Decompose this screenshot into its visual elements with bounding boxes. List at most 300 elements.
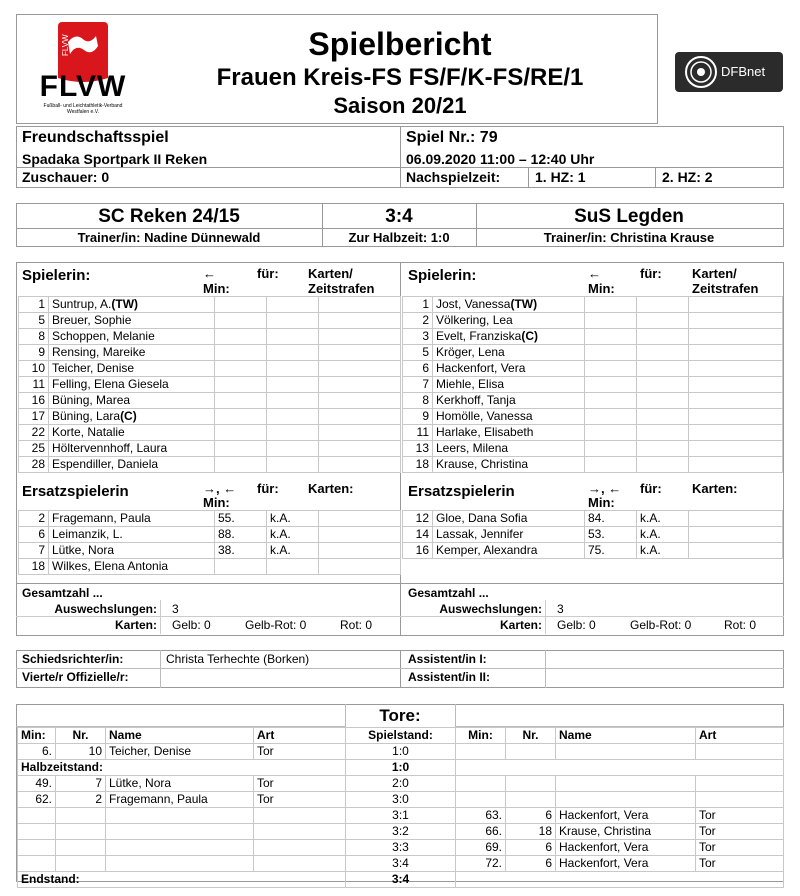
player-name: Schoppen, Melanie [52, 329, 155, 343]
substitute-name: Leimanzik, L. [49, 527, 215, 543]
away-goal-minute [456, 776, 506, 792]
goal-row [18, 840, 784, 856]
home-goal-type: Tor [254, 792, 346, 808]
player-sub-for [637, 345, 689, 361]
away-team-name: SuS Legden [574, 206, 684, 227]
player-cards [319, 361, 401, 377]
player-number: 9 [19, 345, 49, 361]
away-goal-minute: 69. [456, 840, 506, 856]
player-name-cell [49, 361, 215, 377]
player-role-tag: (C) [521, 329, 539, 343]
substitute-number: 16 [403, 543, 433, 559]
flvw-logo-subtext: Fußball- und Leichtathletik-Verband Westfalen e.V. [43, 103, 123, 115]
substitute-minute: 84. [585, 511, 637, 527]
player-row [403, 393, 783, 409]
player-cards [319, 313, 401, 329]
final-score-row [18, 872, 784, 888]
substitute-cards [689, 543, 783, 559]
player-number: 6 [403, 361, 433, 377]
player-row [403, 361, 783, 377]
player-sub-for [267, 425, 319, 441]
away-subs-arrows: →, ← [588, 481, 622, 496]
player-cards [319, 409, 401, 425]
player-row [19, 329, 401, 345]
home-for-label: für: [257, 266, 279, 281]
away-goal-type: Tor [696, 856, 784, 872]
player-sub-min [215, 457, 267, 473]
goals-away-no-header: Nr. [506, 728, 556, 744]
home-goal-type: Tor [254, 744, 346, 760]
away-goal-type [696, 744, 784, 760]
away-subs-min-label: Min: [588, 495, 615, 510]
player-sub-min [585, 297, 637, 313]
player-cards [689, 393, 783, 409]
goal-row [18, 808, 784, 824]
away-subs-count: 3 [557, 602, 564, 616]
home-sub-arrow: ← [203, 266, 216, 281]
spectators: Zuschauer: 0 [22, 169, 110, 185]
player-cards [319, 425, 401, 441]
home-subs-count: 3 [172, 602, 179, 616]
svg-text:FLVW: FLVW [61, 34, 70, 56]
goals-home-min-header: Min: [18, 728, 56, 744]
season-title: Saison 20/21 [333, 93, 467, 118]
player-sub-for [267, 409, 319, 425]
home-subs-min-label: Min: [203, 495, 230, 510]
assistant1-label: Assistent/in I: [408, 652, 487, 666]
substitute-number: 12 [403, 511, 433, 527]
home-goal-minute [18, 824, 56, 840]
away-subs-table [402, 510, 783, 559]
player-name: Rensing, Mareike [52, 345, 146, 359]
away-subs-count-label: Auswechslungen: [439, 602, 542, 616]
player-cards [689, 457, 783, 473]
player-name-cell [49, 377, 215, 393]
player-name-cell [433, 409, 585, 425]
away-subs-cards-label: Karten: [692, 481, 738, 496]
halftime-score-row [18, 760, 784, 776]
away-cards-total-label: Karten: [499, 618, 542, 632]
player-cards [689, 409, 783, 425]
player-row [403, 425, 783, 441]
player-name-cell [433, 329, 585, 345]
substitute-row [19, 527, 401, 543]
home-goal-minute: 62. [18, 792, 56, 808]
home-subs-count-label: Auswechslungen: [54, 602, 157, 616]
home-goal-scorer: Lütke, Nora [106, 776, 254, 792]
home-cards-total-label: Karten: [114, 618, 157, 632]
player-cards [319, 377, 401, 393]
player-sub-min [585, 425, 637, 441]
home-goal-minute: 6. [18, 744, 56, 760]
substitute-number: 14 [403, 527, 433, 543]
player-name: Felling, Elena Giesela [52, 377, 169, 391]
player-name-cell [433, 297, 585, 313]
halftime-score-label: Halbzeitstand: [18, 760, 346, 776]
player-role-tag: (C) [120, 409, 137, 423]
home-goal-minute [18, 840, 56, 856]
player-name-cell [49, 457, 215, 473]
home-min-label: Min: [203, 281, 230, 296]
player-sub-min [215, 297, 267, 313]
flvw-logo [28, 20, 138, 118]
player-sub-min [585, 457, 637, 473]
goal-score: 1:0 [346, 760, 456, 776]
player-row [403, 313, 783, 329]
player-number: 18 [403, 457, 433, 473]
player-name: Krause, Christina [436, 457, 529, 471]
player-row [19, 457, 401, 473]
home-goal-number: 7 [56, 776, 106, 792]
away-lineup-table [402, 296, 783, 473]
player-name-cell [433, 425, 585, 441]
home-goal-type [254, 824, 346, 840]
player-row [19, 361, 401, 377]
player-row [19, 313, 401, 329]
goals-home-type-header: Art [254, 728, 346, 744]
player-sub-min [585, 313, 637, 329]
away-goal-type: Tor [696, 824, 784, 840]
player-name: Suntrup, A. [52, 297, 112, 311]
player-number: 7 [403, 377, 433, 393]
substitute-number: 7 [19, 543, 49, 559]
substitute-minute: 55. [215, 511, 267, 527]
away-total-label: Gesamtzahl ... [408, 586, 489, 600]
away-subs-header: Ersatzspielerin [408, 483, 515, 500]
goal-empty [456, 760, 784, 776]
home-goal-type [254, 856, 346, 872]
final-score-label: Endstand: [18, 872, 346, 888]
substitute-cards [689, 511, 783, 527]
player-name-cell [433, 345, 585, 361]
player-sub-min [585, 441, 637, 457]
goal-score: 3:3 [346, 840, 456, 856]
extra-time-half2: 2. HZ: 2 [662, 169, 713, 185]
player-sub-for [637, 457, 689, 473]
venue: Spadaka Sportpark II Reken [22, 151, 208, 167]
goals-away-name-header: Name [556, 728, 696, 744]
player-sub-for [637, 377, 689, 393]
away-yellowred: Gelb-Rot: 0 [630, 618, 692, 632]
substitute-name: Wilkes, Elena Antonia [49, 559, 215, 575]
player-name-cell [49, 425, 215, 441]
away-goal-number: 6 [506, 840, 556, 856]
player-name-cell [433, 377, 585, 393]
away-sub-arrow: ← [588, 266, 601, 281]
substitute-cards [319, 559, 401, 575]
player-name: Homölle, Vanessa [436, 409, 533, 423]
player-name: Miehle, Elisa [436, 377, 505, 391]
player-sub-min [215, 409, 267, 425]
player-number: 22 [19, 425, 49, 441]
player-cards [689, 361, 783, 377]
player-name-cell [433, 361, 585, 377]
player-number: 28 [19, 457, 49, 473]
goal-score: 3:4 [346, 872, 456, 888]
substitute-for: k.A. [637, 527, 689, 543]
away-trainer: Trainer/in: Christina Krause [543, 230, 715, 245]
player-number: 13 [403, 441, 433, 457]
player-sub-min [585, 329, 637, 345]
player-sub-for [637, 297, 689, 313]
goals-title: Tore: [379, 706, 421, 725]
goal-row [18, 824, 784, 840]
away-red: Rot: 0 [724, 618, 757, 632]
home-penalties-label: Zeitstrafen [308, 281, 375, 296]
player-row [19, 377, 401, 393]
substitute-minute: 88. [215, 527, 267, 543]
substitute-for: k.A. [637, 511, 689, 527]
home-goal-number [56, 840, 106, 856]
player-sub-min [215, 329, 267, 345]
player-row [403, 441, 783, 457]
home-goal-number [56, 824, 106, 840]
player-number: 11 [19, 377, 49, 393]
player-sub-for [637, 425, 689, 441]
player-name: Korte, Natalie [52, 425, 125, 439]
player-name-cell [49, 409, 215, 425]
home-yellowred: Gelb-Rot: 0 [245, 618, 307, 632]
player-name: Büning, Marea [52, 393, 131, 407]
player-sub-for [267, 393, 319, 409]
home-goal-type [254, 808, 346, 824]
home-total-label: Gesamtzahl ... [22, 586, 103, 600]
player-number: 3 [403, 329, 433, 345]
away-goal-scorer: Hackenfort, Vera [556, 840, 696, 856]
player-sub-for [267, 329, 319, 345]
player-sub-min [215, 313, 267, 329]
player-number: 5 [19, 313, 49, 329]
substitute-cards [319, 511, 401, 527]
goals-away-min-header: Min: [456, 728, 506, 744]
substitute-name: Lassak, Jennifer [433, 527, 585, 543]
goal-score: 1:0 [346, 744, 456, 760]
substitute-minute: 75. [585, 543, 637, 559]
player-cards [689, 441, 783, 457]
player-row [19, 393, 401, 409]
player-name-cell [49, 313, 215, 329]
halftime-result: Zur Halbzeit: 1:0 [348, 230, 450, 245]
player-cards [319, 441, 401, 457]
player-name: Höltervennhoff, Laura [52, 441, 168, 455]
goal-score: 3:4 [346, 856, 456, 872]
player-sub-min [585, 393, 637, 409]
player-sub-for [267, 345, 319, 361]
home-yellow: Gelb: 0 [172, 618, 211, 632]
home-goal-type [254, 840, 346, 856]
away-goal-scorer: Hackenfort, Vera [556, 856, 696, 872]
player-number: 8 [403, 393, 433, 409]
away-goal-type: Tor [696, 840, 784, 856]
home-goal-scorer: Teicher, Denise [106, 744, 254, 760]
player-sub-for [637, 313, 689, 329]
home-goal-number [56, 856, 106, 872]
substitute-for: k.A. [267, 527, 319, 543]
goals-home-no-header: Nr. [56, 728, 106, 744]
player-number: 1 [19, 297, 49, 313]
player-name-cell [49, 329, 215, 345]
player-sub-min [585, 377, 637, 393]
player-row [19, 345, 401, 361]
player-name-cell [49, 441, 215, 457]
away-goal-number: 6 [506, 808, 556, 824]
player-row [19, 297, 401, 313]
competition-title: Frauen Kreis-FS FS/F/K-FS/RE/1 [216, 64, 584, 91]
substitute-number: 6 [19, 527, 49, 543]
player-row [403, 329, 783, 345]
player-cards [689, 329, 783, 345]
substitute-for: k.A. [637, 543, 689, 559]
home-red: Rot: 0 [340, 618, 373, 632]
away-goal-number: 18 [506, 824, 556, 840]
extra-time-label: Nachspielzeit: [406, 169, 501, 185]
substitute-row [19, 559, 401, 575]
player-number: 5 [403, 345, 433, 361]
match-datetime: 06.09.2020 11:00 – 12:40 Uhr [406, 151, 595, 167]
player-name-cell [433, 393, 585, 409]
goal-row [18, 776, 784, 792]
substitute-minute: 53. [585, 527, 637, 543]
player-sub-min [585, 361, 637, 377]
away-goal-scorer: Hackenfort, Vera [556, 808, 696, 824]
player-number: 10 [19, 361, 49, 377]
away-goal-type [696, 792, 784, 808]
player-name: Harlake, Elisabeth [436, 425, 534, 439]
player-name-cell [49, 345, 215, 361]
substitute-row [19, 543, 401, 559]
player-number: 2 [403, 313, 433, 329]
away-goal-minute: 72. [456, 856, 506, 872]
home-trainer: Trainer/in: Nadine Dünnewald [77, 230, 261, 245]
away-goal-number [506, 744, 556, 760]
away-yellow: Gelb: 0 [557, 618, 596, 632]
player-row [19, 409, 401, 425]
substitute-row [403, 543, 783, 559]
goal-score: 3:0 [346, 792, 456, 808]
away-goal-minute: 66. [456, 824, 506, 840]
away-goal-type [696, 776, 784, 792]
home-lineup-header: Spielerin: [22, 267, 91, 284]
player-name: Teicher, Denise [52, 361, 135, 375]
goal-score: 3:2 [346, 824, 456, 840]
player-sub-min [215, 377, 267, 393]
away-goal-minute: 63. [456, 808, 506, 824]
goals-header-row [18, 728, 784, 744]
away-goal-minute [456, 792, 506, 808]
player-row [403, 409, 783, 425]
player-role-tag: (TW) [111, 297, 139, 311]
substitute-minute [215, 559, 267, 575]
player-name: Völkering, Lea [436, 313, 513, 327]
player-name: Hackenfort, Vera [436, 361, 526, 375]
goal-empty [456, 872, 784, 888]
home-goal-scorer [106, 856, 254, 872]
goals-score-header: Spielstand: [346, 728, 456, 744]
player-sub-for [267, 313, 319, 329]
page-title: Spielbericht [308, 26, 492, 62]
away-cards-label: Karten/ [692, 266, 737, 281]
player-sub-min [585, 345, 637, 361]
player-number: 11 [403, 425, 433, 441]
player-sub-for [267, 361, 319, 377]
away-goal-scorer: Krause, Christina [556, 824, 696, 840]
final-result: 3:4 [385, 206, 413, 227]
goal-row [18, 792, 784, 808]
substitute-cards [689, 527, 783, 543]
player-name-cell [433, 457, 585, 473]
substitute-name: Lütke, Nora [49, 543, 215, 559]
player-name-cell [433, 441, 585, 457]
away-goal-type: Tor [696, 808, 784, 824]
substitute-name: Gloe, Dana Sofia [433, 511, 585, 527]
player-number: 17 [19, 409, 49, 425]
player-name: Espendiller, Daniela [52, 457, 159, 471]
substitute-for: k.A. [267, 511, 319, 527]
home-goal-number: 2 [56, 792, 106, 808]
substitute-number: 2 [19, 511, 49, 527]
player-sub-for [267, 441, 319, 457]
home-team-name: SC Reken 24/15 [98, 206, 240, 227]
home-subs-header: Ersatzspielerin [22, 483, 129, 500]
substitute-number: 18 [19, 559, 49, 575]
home-subs-cards-label: Karten: [308, 481, 354, 496]
player-name: Kröger, Lena [436, 345, 505, 359]
player-row [403, 377, 783, 393]
substitute-for [267, 559, 319, 575]
player-name-cell [49, 297, 215, 313]
player-sub-min [215, 345, 267, 361]
player-cards [689, 313, 783, 329]
extra-time-half1: 1. HZ: 1 [535, 169, 586, 185]
goals-away-type-header: Art [696, 728, 784, 744]
player-number: 16 [19, 393, 49, 409]
home-goal-number [56, 808, 106, 824]
player-row [403, 297, 783, 313]
away-goal-minute [456, 744, 506, 760]
referee-label: Schiedsrichter/in: [22, 652, 124, 666]
player-sub-for [637, 329, 689, 345]
player-sub-for [267, 457, 319, 473]
away-goal-scorer [556, 792, 696, 808]
home-subs-for-label: für: [257, 481, 279, 496]
home-cards-label: Karten/ [308, 266, 353, 281]
away-goal-number [506, 776, 556, 792]
player-number: 9 [403, 409, 433, 425]
goal-row [18, 856, 784, 872]
goal-row [18, 744, 784, 760]
player-sub-for [637, 441, 689, 457]
player-name: Leers, Milena [436, 441, 509, 455]
goals-home-name-header: Name [106, 728, 254, 744]
substitute-name: Kemper, Alexandra [433, 543, 585, 559]
player-number: 25 [19, 441, 49, 457]
dfbnet-logo [675, 52, 783, 92]
substitute-name: Fragemann, Paula [49, 511, 215, 527]
home-goal-scorer [106, 824, 254, 840]
dfbnet-logo-text: DFBnet [721, 64, 766, 79]
substitute-row [19, 511, 401, 527]
player-name-cell [433, 313, 585, 329]
player-number: 8 [19, 329, 49, 345]
substitute-minute: 38. [215, 543, 267, 559]
player-name: Jost, Vanessa [436, 297, 511, 311]
substitute-cards [319, 527, 401, 543]
assistant2-label: Assistent/in II: [408, 670, 491, 684]
player-row [19, 441, 401, 457]
player-row [19, 425, 401, 441]
player-cards [689, 345, 783, 361]
player-row [403, 345, 783, 361]
